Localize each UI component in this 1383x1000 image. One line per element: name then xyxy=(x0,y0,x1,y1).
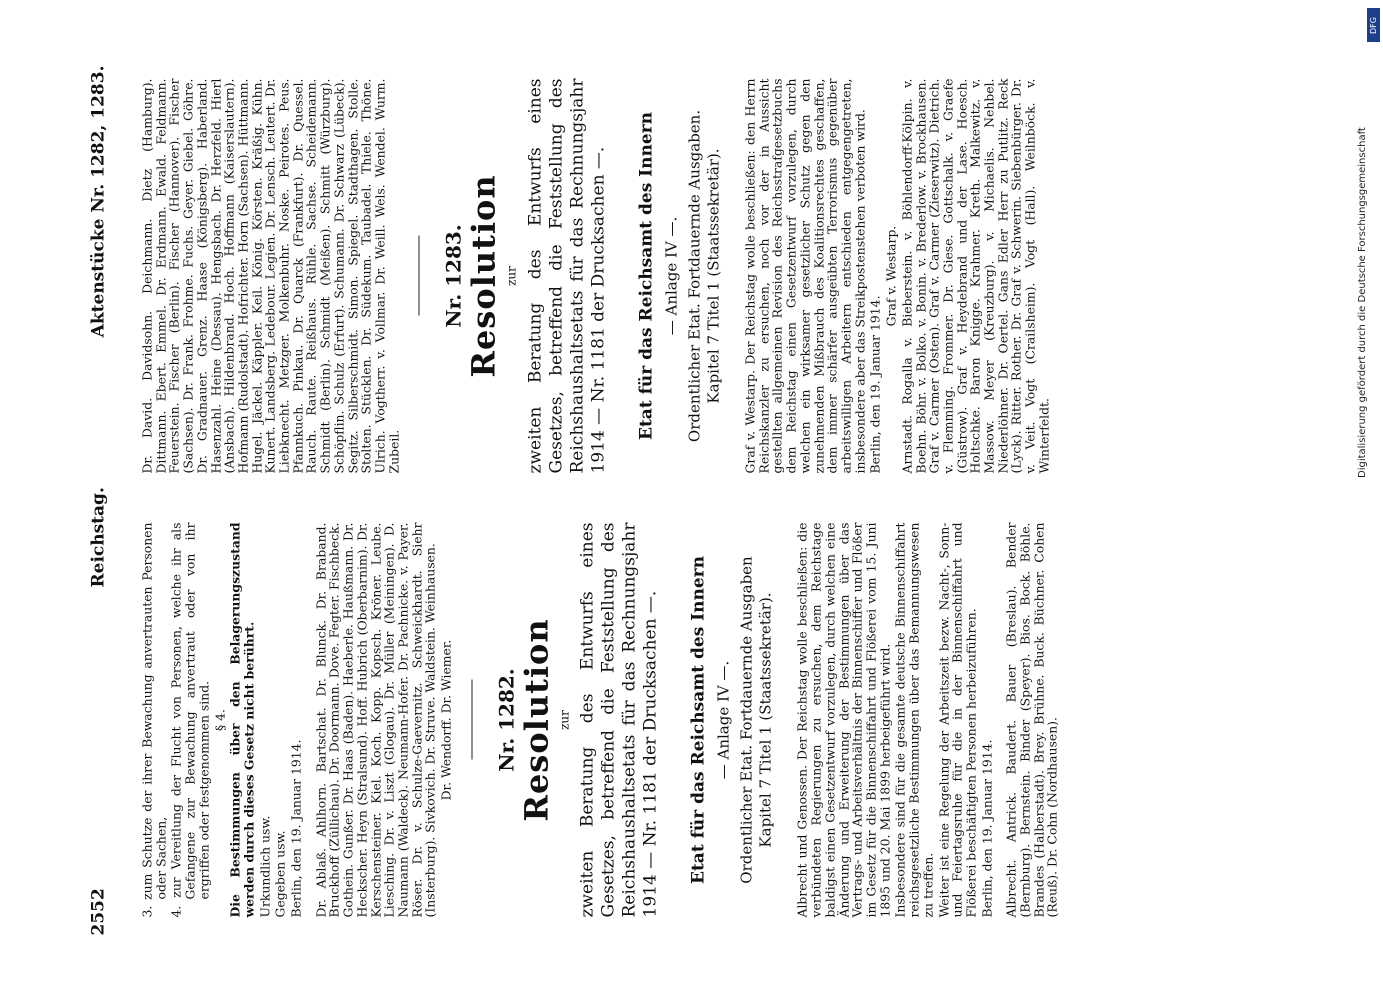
resolution-1283-zur: zur xyxy=(504,265,519,286)
resolution-1282-etat: Etat für das Reichsamt des Innern xyxy=(688,555,709,884)
section-4-text: Die Bestimmungen über den Belagerungszustand werden durch dieses Gesetz nicht berührt. xyxy=(227,522,256,917)
resolution-1283-anlage: — Anlage IV —. xyxy=(662,216,681,335)
rotated-page xyxy=(44,35,1339,965)
resolution-1282-zur: zur xyxy=(556,709,571,730)
resolution-1283-number: Nr. 1283. xyxy=(441,223,466,328)
resolution-1283-text: Graf v. Westarp. Der Reichstag wolle beschließen: den Herrn Reichskanzler zu ersuchen, noch vor der in Aussicht gestellten allgemeinen Revision des Reichsstrafgesetzbuchs dem Reichstag einen Gesetzentwurf vorzulegen, durch welchen ein wirksamer gesetzlicher Schutz gegen den zunehmenden Mißbrauch des Koalitionsrechtes geschaffen, dem immer schärfer ausgeübten Terrorismus gegenüber arbeitswilligen Arbeitern entschieden entgegengetreten, insbesondere aber das Streikpostenstehen verboten wird. xyxy=(742,78,867,473)
digitization-note: Digitalisierung gefördert durch die Deutsche Forschungsgemeinschaft xyxy=(1357,127,1368,478)
dfg-logo: DFG xyxy=(1367,8,1380,42)
resolution-1283-date: Berlin, den 19. Januar 1914. xyxy=(867,294,883,473)
running-header xyxy=(88,65,118,935)
list-item-4: 4. zur Vereitlung der Flucht von Personen, welche ihr als Gefangene zur Bewachung anvertraut oder von ihr ergriffen oder festgenommen sind. xyxy=(168,522,211,917)
urkundlich-line: Urkundlich usw. xyxy=(256,815,272,917)
resolution-1283-body: zweiten Beratung des Entwurfs eines Gesetzes, betreffend die Feststellung des Reichshaushaltsetats für das Rechnungsjahr 1914 — Nr. 1181 der Drucksachen —. xyxy=(525,78,609,473)
resolution-1283-signer: Graf v. Westarp. xyxy=(883,225,899,326)
header-center: Reichstag. xyxy=(88,486,108,587)
divider-rule xyxy=(471,680,472,760)
signatories-continued: Dr. David. Davidsohn. Deichmann. Dietz (Hamburg). Dittmann. Ebert. Emmel. Dr. Erdmann. Ewald. Feldmann. Feuerstein. Fischer (Berlin). Fischer (Hannover). Fischer (Sachsen). Dr. Frank. Frohme. Fuchs. Geyer. Giebel. Göhre. Dr. Gradnauer. Grenz. Haase (Königsberg). Haberland. Hasenzahl. Heine (Dessau). Hengsbach. Dr. Herzfeld. Hierl (Ansbach). Hildenbrand. Hoch. Hoffmann (Kaiserslautern). Hofmann (Rudolstadt). Hofrichter. Horn (Sachsen). Hüttmann. Hugel. Jäckel. Käppler. Keil. König. Körsten. Kräßig. Kühn. Kunert. Landsberg. Ledebour. Legien. Dr. Lensch. Leutert. Dr. Liebknecht. Metzger. Molkenbuhr. Noske. Peirotes. Peus. Pfannkuch. Pinkau. Dr. Quarck (Frankfurt). Dr. Quessel. Rauch. Raute. Reißhaus. Rühle. Sachse. Scheidemann. Schmidt (Berlin). Schmidt (Meißen). Schmitt (Würzburg). Schöpflin. Schulz (Erfurt). Schumann. Dr. Schwarz (Lübeck). Segitz. Silberschmidt. Simon. Spiegel. Stadthagen. Stolle. Stolten. Stücklen. Dr. Südekum. Taubadel. Thiele. Thöne. Ulrich. Vogtherr. v. Vollmar. Dr. Weill. Wels. Wendel. Wurm. Zubeil. xyxy=(139,78,401,473)
resolution-1282-number: Nr. 1282. xyxy=(493,667,518,772)
signatories-last: Dr. Wendorff. Dr. Wiemer. xyxy=(438,639,454,800)
resolution-1283-signatories: Arnstadt. Rogalla v. Bieberstein. v. Böhlendorff-Kölpin. v. Boehn. Böhr. v. Bolko. v. Bonin. v. Brederlow. v. Brockhausen. Graf v. Carmer (Osten). Graf v. Carmer (Zieserwitz). Dietrich. v. Flemming. Frommer. Dr. Giese. Gottschalk. v. Graefe (Güstrow). Graf v. Heydebrand und der Lase. Hoesch. Holtschke. Baron Knigge. Krahmer. Kreth. Malkewitz. v. Massow. Meyer (Kreuzburg). v. Michaelis. Nehbel. Niederlöhner. Dr. Oertel. Gans Edler Herr zu Putlitz. Reck (Lyck). Ritter. Rother. Dr. Graf v. Schwerin. Siebenbürger. Dr. v. Veit. Vogt (Crailsheim). Vogt (Hall). Weilnböck. v. Winterfeldt. xyxy=(898,78,1051,473)
signatories-list: Dr. Ablaß. Ahlhorn. Bartschat. Dr. Blunck. Dr. Braband. Bruckhoff (Züllichau). Dr. Doormann. Dove. Fegter. Fischbeck. Gothein. Gunßer. Dr. Haas (Baden). Haeberle. Haußmann. Dr. Heckscher. Heyn (Stralsund). Hoff. Hubrich (Oberbarnim). Dr. Kerschensteiner. Kiel. Koch. Kopp. Kopsch. Kröner. Leube. Liesching. Dr. v. Liszt (Glogau). Dr. Müller (Meiningen). D. Naumann (Waldeck). Neumann-Hofer. Dr. Pachnicke. v. Payer. Röser. Dr. v. Schulze-Gaevernitz. Schweickhardt. Siehr (Insterburg). Sivkovich. Dr. Struve. Waldstein. Weinhausen. xyxy=(312,522,438,917)
resolution-1282-text-3: Weiter ist eine Regelung der Arbeitszeit bezw. Nacht-, Sonn- und Feiertagsruhe für die in der Binnenschiffahrt und Flößerei beschäftigten Personen herbeizuführen. xyxy=(935,522,978,917)
resolution-1283-etat: Etat für das Reichsamt des Innern xyxy=(636,111,657,440)
resolution-1282-date: Berlin, den 19. Januar 1914. xyxy=(978,738,994,917)
resolution-1283-ordentlicher: Ordentlicher Etat. Fortdauernde Ausgaben. xyxy=(685,109,704,442)
section-4-heading: § 4. xyxy=(211,708,227,731)
date-line: Berlin, den 19. Januar 1914. xyxy=(288,738,304,917)
resolution-1283-kapitel: Kapitel 7 Titel 1 (Staatssekretär). xyxy=(704,147,723,404)
right-column xyxy=(140,78,1053,473)
resolution-1282-signatories: Albrecht. Antrick. Baudert. Bauer (Breslau). Bender (Bernburg). Bernstein. Binder (Speyer). Bios. Bock. Böhle. Brandes (Halberstadt). Brey. Brühne. Buck. Büchner. Cohen (Reuß). Dr. Cohn (Nordhausen). xyxy=(1003,522,1060,917)
resolution-1282-body: zweiten Beratung des Entwurfs eines Gesetzes, betreffend die Feststellung des Reichshaushaltsetats für das Rechnungsjahr 1914 — Nr. 1181 der Drucksachen —. xyxy=(577,522,661,917)
resolution-1282-anlage: — Anlage IV —. xyxy=(714,660,733,779)
divider-rule-2 xyxy=(418,236,419,316)
header-right: Aktenstücke Nr. 1282, 1283. xyxy=(88,65,108,337)
resolution-1282-title: Resolution xyxy=(516,617,555,822)
page-number: 2552 xyxy=(88,887,108,935)
resolution-1282-ordentlicher: Ordentlicher Etat. Fortdauernde Ausgaben xyxy=(737,555,756,884)
resolution-1282-kapitel: Kapitel 7 Titel 1 (Staatssekretär). xyxy=(756,591,775,848)
resolution-1283-title: Resolution xyxy=(464,173,503,378)
list-item-3: 3. zum Schutze der ihrer Bewachung anvertrauten Personen oder Sachen, xyxy=(139,522,168,917)
resolution-1282-text-1: Albrecht und Genossen. Der Reichstag wolle beschließen: die verbündeten Regierungen zu ersuchen, dem Reichstage baldigst einen Gesetzentwurf vorzulegen, durch welchen eine Änderung und Erweiterung der Bestimmungen über das Vertrags- und Arbeitsverhältnis der Binnenschiffer und Flößer im Gesetz für die Binnenschiffahrt und Flößerei vom 15. Juni 1895 und 20. Mai 1899 herbeigeführt wird. xyxy=(794,522,892,917)
left-column xyxy=(140,522,1061,917)
gegeben-line: Gegeben usw. xyxy=(272,829,288,917)
resolution-1282-text-2: Insbesondere sind für die gesamte deutsche Binnenschiffahrt reichsgesetzliche Bestimmungen über das Bemannungswesen zu treffen. xyxy=(892,522,935,917)
